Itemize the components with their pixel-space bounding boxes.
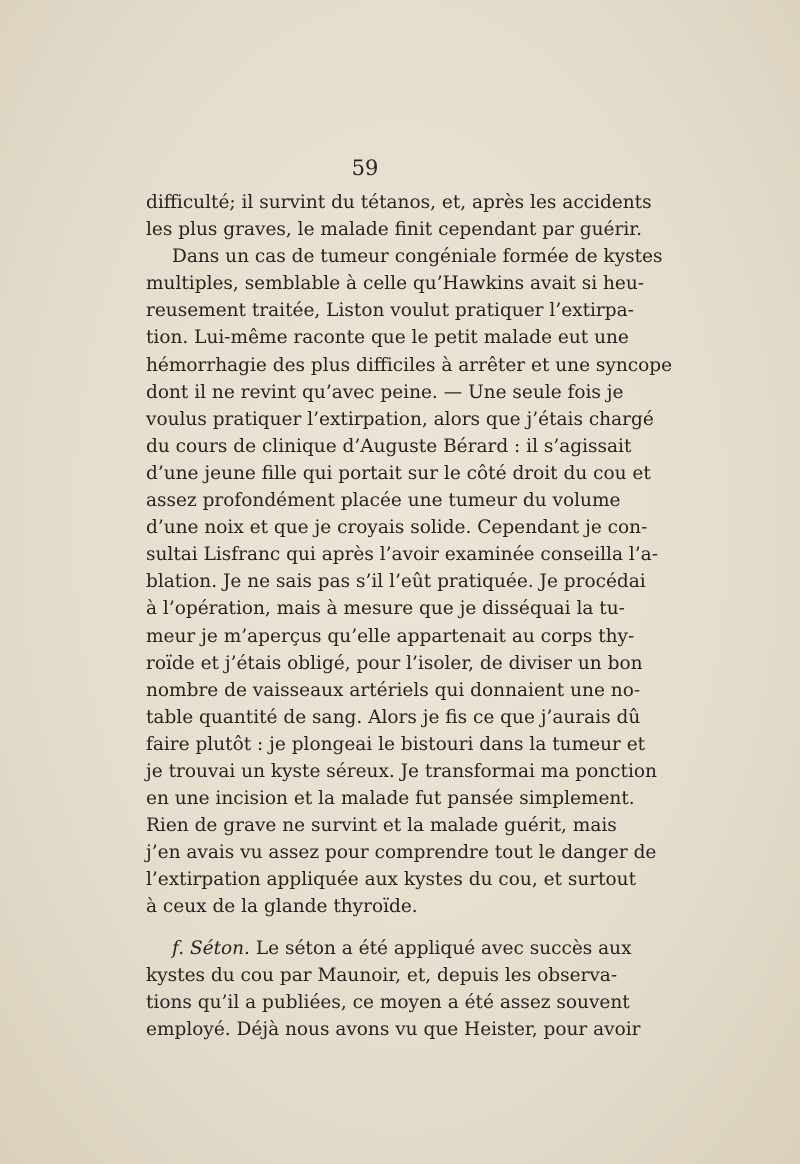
- text-line: Rien de grave ne survint et la malade guérit, mais: [146, 815, 617, 837]
- text-line: assez profondément placée une tumeur du volume: [146, 490, 621, 512]
- text-line: tion. Lui-même raconte que le petit malade eut une: [146, 327, 629, 349]
- text-line: faire plutôt : je plongeai le bistouri dans la tumeur et: [146, 733, 646, 755]
- paragraph-2: [146, 243, 673, 920]
- text-line: voulus pratiquer l’extirpation, alors que j’étais chargé: [146, 408, 654, 430]
- text-line: les plus graves, le malade finit cependant par guérir.: [146, 219, 642, 241]
- text-line: roïde et j’étais obligé, pour l’isoler, de diviser un bon: [146, 652, 643, 674]
- text-line: nombre de vaisseaux artériels qui donnaient une no-: [146, 679, 641, 701]
- text-line: d’une noix et que je croyais solide. Cependant je con-: [146, 517, 648, 539]
- text-line: je trouvai un kyste séreux. Je transformai ma ponction: [146, 760, 657, 782]
- text-line: j’en avais vu assez pour comprendre tout le danger de: [146, 842, 657, 864]
- text-line: tions qu’il a publiées, ce moyen a été assez souvent: [146, 991, 630, 1013]
- text-line: kystes du cou par Maunoir, et, depuis les observa-: [146, 964, 618, 986]
- text-line: hémorrhagie des plus difficiles à arrêter et une syncope: [146, 354, 673, 376]
- text-line: en une incision et la malade fut pansée simplement.: [146, 788, 635, 810]
- text-line: multiples, semblable à celle qu’Hawkins avait si heu-: [146, 273, 645, 295]
- text-line: reusement traitée, Liston voulut pratiquer l’extirpa-: [146, 300, 634, 322]
- paragraph-gap: [146, 921, 596, 935]
- section-label: f. Séton.: [172, 937, 250, 959]
- text-line: à l’opération, mais à mesure que je disséquai la tu-: [146, 598, 625, 620]
- text-line: l’extirpation appliquée aux kystes du cou, et surtout: [146, 869, 637, 891]
- text-line: blation. Je ne sais pas s’il l’eût pratiquée. Je procédai: [146, 571, 646, 593]
- page-number: 59: [351, 156, 379, 180]
- text-line: à ceux de la glande thyroïde.: [146, 896, 418, 918]
- paragraph-3: [146, 935, 641, 1043]
- text-line: du cours de clinique d’Auguste Bérard : il s’agissait: [146, 435, 632, 457]
- text-line: [146, 935, 632, 962]
- text-line: meur je m’aperçus qu’elle appartenait au corps thy-: [146, 625, 635, 647]
- text-fragment: Le séton a été appliqué avec succès aux: [255, 937, 632, 959]
- body-text: [146, 189, 673, 1043]
- text-line: Dans un cas de tumeur congéniale formée de kystes: [172, 246, 663, 268]
- text-line: difficulté; il survint du tétanos, et, après les accidents: [146, 192, 652, 213]
- text-line: employé. Déjà nous avons vu que Heister, pour avoir: [146, 1018, 641, 1040]
- text-line: d’une jeune fille qui portait sur le côté droit du cou et: [146, 462, 651, 484]
- text-line: dont il ne revint qu’avec peine. — Une seule fois je: [146, 381, 624, 403]
- text-line: table quantité de sang. Alors je fis ce que j’aurais dû: [146, 706, 641, 728]
- text-line: sultai Lisfranc qui après l’avoir examinée conseilla l’a-: [146, 544, 658, 566]
- paragraph-1: [146, 189, 652, 243]
